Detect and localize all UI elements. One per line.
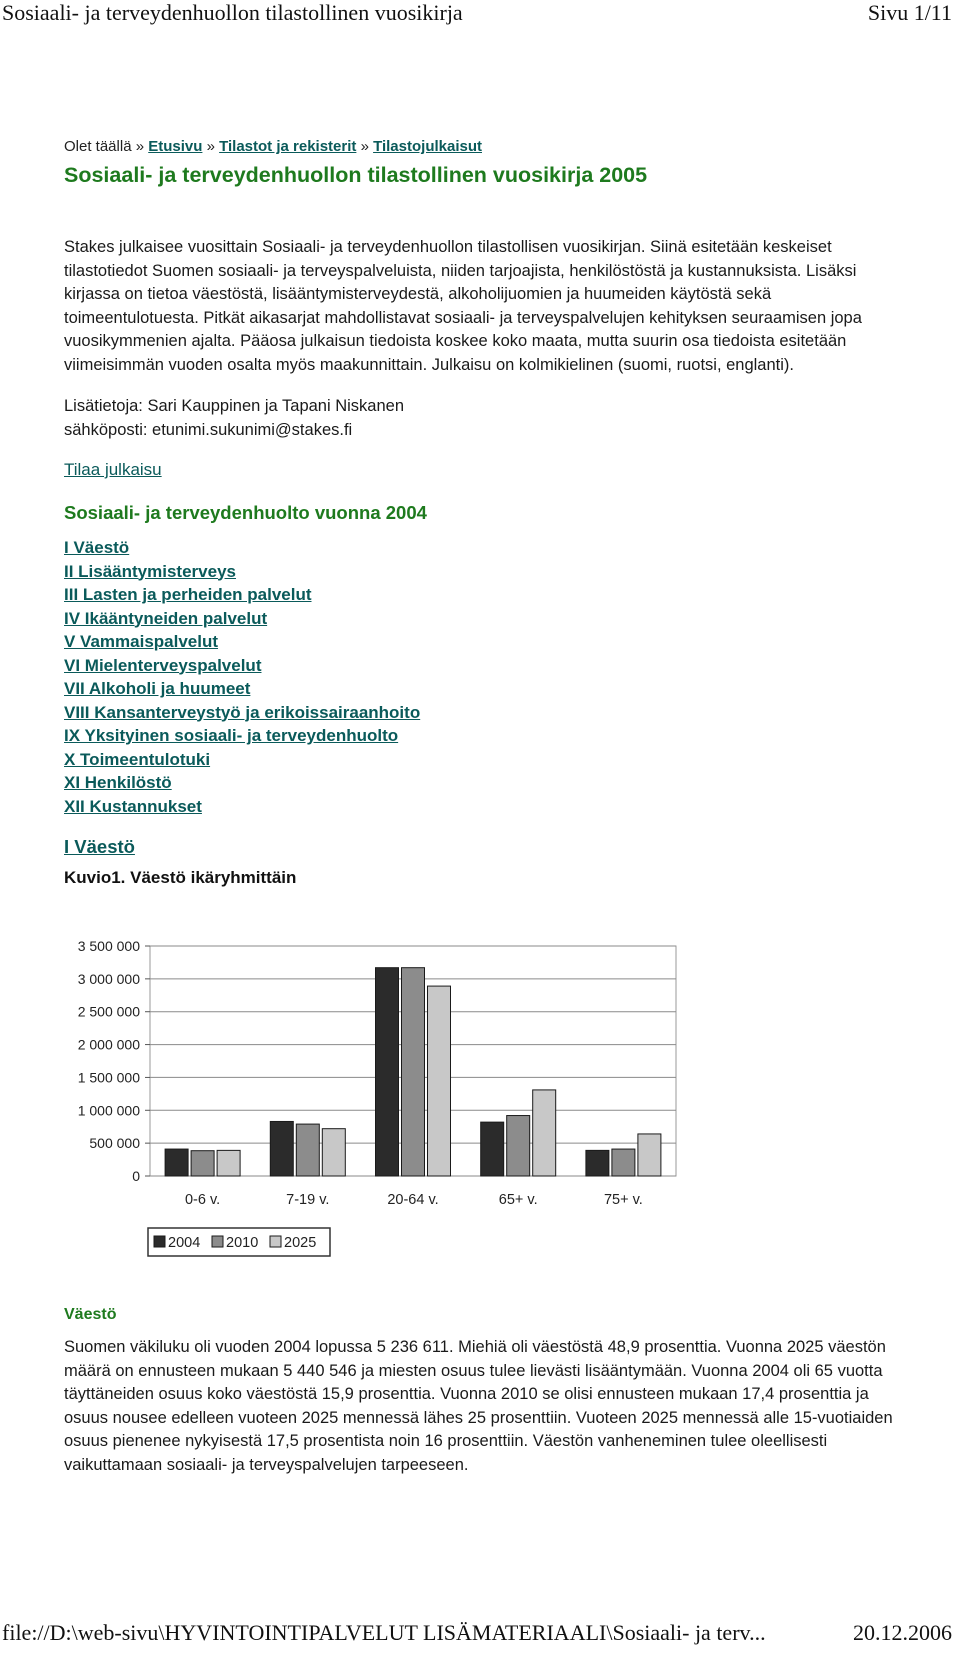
bar bbox=[376, 968, 399, 1176]
bar bbox=[533, 1090, 556, 1176]
chapter-list bbox=[64, 536, 904, 818]
chapter-link[interactable]: IV Ikääntyneiden palvelut bbox=[64, 608, 268, 628]
section-heading: Sosiaali- ja terveydenhuolto vuonna 2004 bbox=[64, 502, 427, 523]
legend-label: 2025 bbox=[284, 1235, 317, 1251]
list-item bbox=[64, 607, 904, 631]
bar bbox=[402, 968, 425, 1176]
list-item bbox=[64, 654, 904, 678]
chapter-link[interactable]: V Vammaispalvelut bbox=[64, 632, 219, 651]
list-item bbox=[64, 677, 904, 701]
bar bbox=[481, 1122, 504, 1176]
list-item bbox=[64, 748, 904, 772]
population-heading: Väestö bbox=[64, 1306, 117, 1323]
breadcrumb-link-etusivu[interactable]: Etusivu bbox=[148, 138, 203, 155]
breadcrumb-prefix: Olet täällä bbox=[64, 138, 132, 155]
chapter-link[interactable]: III Lasten ja perheiden palvelut bbox=[64, 585, 312, 604]
y-tick-label: 0 bbox=[132, 1168, 140, 1184]
section-anchor-link[interactable]: I Väestö bbox=[64, 836, 135, 857]
breadcrumb-link-tilastot[interactable]: Tilastot ja rekisterit bbox=[219, 138, 357, 155]
y-tick-label: 500 000 bbox=[89, 1135, 140, 1152]
chapter-link[interactable]: I Väestö bbox=[64, 538, 130, 557]
bar bbox=[217, 1150, 240, 1176]
chapter-link[interactable]: VI Mielenterveyspalvelut bbox=[64, 655, 262, 675]
bar bbox=[191, 1151, 214, 1176]
y-tick-label: 3 000 000 bbox=[77, 970, 140, 987]
population-paragraph: Suomen väkiluku oli vuoden 2004 lopussa 5 236 611. Miehiä oli väestöstä 48,9 prosenttia. Vuonna 2025 väestön määrä on ennusteen mukaan 5 440 546 ja miesten osuus tulee lievästi lisääntymään. Vuonna 2004 oli 65 vuotta täyttäneiden osuus koko väestöstä 15,9 prosenttia. Vuonna 2010 se olisi ennusteen mukaan 17,4 prosenttia ja osuus nousee edelleen vuoteen 2025 mennessä lähes 25 prosenttiin. Vuoteen 2025 mennessä alle 15-vuotiaiden osuus pienenee nykyisestä 17,5 prosentista noin 16 prosenttiin. Väestön vanheneminen tulee oleellisesti vaikuttamaan sosiaali- ja terveyspalvelujen tarpeeseen. bbox=[64, 1338, 893, 1474]
list-item bbox=[64, 560, 904, 584]
bar bbox=[296, 1124, 319, 1176]
list-item bbox=[64, 536, 904, 560]
legend-label: 2004 bbox=[168, 1235, 201, 1251]
y-tick-label: 1 500 000 bbox=[77, 1069, 140, 1086]
x-tick-label: 0-6 v. bbox=[184, 1192, 221, 1208]
main-content bbox=[64, 138, 904, 888]
order-link-row bbox=[64, 460, 904, 480]
order-publication-link[interactable]: Tilaa julkaisu bbox=[64, 460, 162, 479]
list-item bbox=[64, 724, 904, 748]
population-bar-chart bbox=[64, 936, 724, 1286]
bar bbox=[638, 1134, 661, 1176]
bar bbox=[270, 1121, 293, 1176]
y-tick-label: 1 000 000 bbox=[77, 1102, 140, 1119]
legend-swatch bbox=[270, 1236, 281, 1247]
intro-paragraph: Stakes julkaisee vuosittain Sosiaali- ja terveydenhuollon tilastollisen vuosikirjan. Siinä esitetään keskeiset tilastotiedot Suomen sosiaali- ja terveyspalveluista, niiden tarjoajista, henkilöstöstä ja kustannuksista. Lisäksi kirjassa on tietoa väestöstä, lisääntymisterveydestä, alkoholijuomien ja huumeiden käytöstä sekä toimeentulotuesta. Pitkät aikasarjat mahdollistavat sosiaali- ja terveyspalvelujen kehityksen seuraamisen jopa vuosikymmenien ajalta. Pääosa julkaisun tiedoista koskee koko maata, mutta suurin osa tiedoista esitetään viimeisimmän vuoden osalta myös maakunnittain. Julkaisu on kolmikielinen (suomi, ruotsi, englanti). bbox=[64, 238, 862, 374]
x-tick-label: 20-64 v. bbox=[387, 1192, 439, 1208]
population-chart bbox=[64, 936, 724, 1286]
contact-persons: Lisätietoja: Sari Kauppinen ja Tapani Niskanen bbox=[64, 397, 405, 415]
list-item bbox=[64, 771, 904, 795]
legend-swatch bbox=[154, 1236, 165, 1247]
print-header-title: Sosiaali- ja terveydenhuollon tilastollinen vuosikirja bbox=[2, 0, 463, 25]
print-header bbox=[0, 0, 960, 28]
y-tick-label: 2 000 000 bbox=[77, 1036, 140, 1053]
breadcrumb-separator: » bbox=[135, 138, 145, 155]
breadcrumb-separator: » bbox=[206, 138, 215, 155]
bar bbox=[428, 986, 451, 1176]
page-title: Sosiaali- ja terveydenhuollon tilastollinen vuosikirja 2005 bbox=[64, 163, 648, 187]
x-tick-label: 75+ v. bbox=[603, 1192, 643, 1208]
section-anchor-row bbox=[64, 836, 904, 858]
breadcrumb-link-tilastojulkaisut[interactable]: Tilastojulkaisut bbox=[373, 138, 482, 155]
breadcrumb bbox=[64, 138, 904, 155]
chapter-link[interactable]: VII Alkoholi ja huumeet bbox=[64, 679, 251, 698]
print-footer-path: file://D:\web-sivu\HYVINTOINTIPALVELUT LISÄMATERIAALI\Sosiaali- ja terv... bbox=[2, 1620, 766, 1645]
legend-label: 2010 bbox=[226, 1235, 259, 1251]
print-footer-date: 20.12.2006 bbox=[853, 1620, 952, 1645]
chapter-link[interactable]: II Lisääntymisterveys bbox=[64, 561, 236, 581]
legend-swatch bbox=[212, 1236, 223, 1247]
x-tick-label: 7-19 v. bbox=[286, 1192, 330, 1208]
list-item bbox=[64, 630, 904, 654]
y-tick-label: 2 500 000 bbox=[77, 1003, 140, 1020]
bar bbox=[322, 1129, 345, 1176]
contact-info bbox=[64, 395, 904, 442]
bar bbox=[507, 1116, 530, 1176]
bar bbox=[165, 1149, 188, 1176]
chapter-link[interactable]: XI Henkilöstö bbox=[64, 773, 172, 792]
chapter-link[interactable]: X Toimeentulotuki bbox=[64, 749, 211, 769]
x-tick-label: 65+ v. bbox=[498, 1192, 538, 1208]
list-item bbox=[64, 795, 904, 819]
list-item bbox=[64, 701, 904, 725]
print-footer bbox=[0, 1620, 960, 1650]
bar bbox=[612, 1149, 635, 1176]
y-tick-label: 3 500 000 bbox=[77, 938, 140, 954]
chapter-link[interactable]: IX Yksityinen sosiaali- ja terveydenhuolto bbox=[64, 726, 399, 745]
chapter-link[interactable]: VIII Kansanterveystyö ja erikoissairaanhoito bbox=[64, 702, 421, 722]
figure-caption: Kuvio1. Väestö ikäryhmittäin bbox=[64, 868, 297, 887]
chapter-link[interactable]: XII Kustannukset bbox=[64, 796, 202, 816]
breadcrumb-separator: » bbox=[360, 138, 369, 155]
print-header-page: Sivu 1/11 bbox=[867, 0, 952, 25]
bar bbox=[586, 1150, 609, 1176]
list-item bbox=[64, 583, 904, 607]
contact-email: sähköposti: etunimi.sukunimi@stakes.fi bbox=[64, 420, 353, 439]
